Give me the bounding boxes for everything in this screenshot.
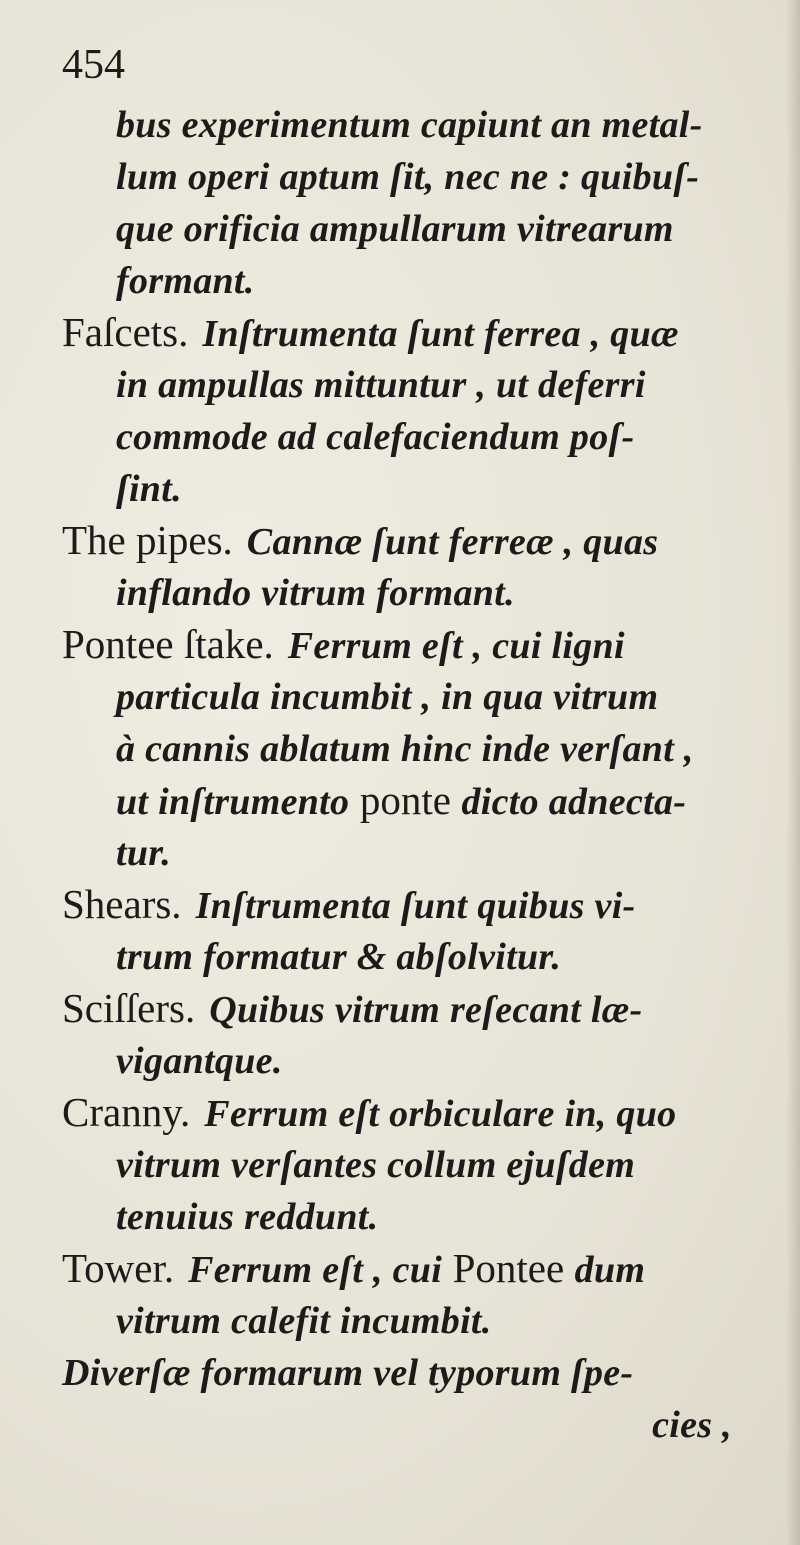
text-line <box>62 670 762 722</box>
text-line <box>62 1190 762 1242</box>
latin-text: formant. <box>116 260 255 302</box>
latin-text: in ampullas mittuntur , ut deferri <box>116 364 646 406</box>
english-term: The pipes. <box>62 517 233 563</box>
latin-text: inflando vitrum formant. <box>116 572 515 614</box>
latin-text: tur. <box>116 832 172 874</box>
latin-text: Ferrum eſt orbiculare in, quo <box>204 1093 677 1135</box>
latin-text: Ferrum eſt , cui ligni <box>287 625 625 667</box>
latin-text: Ferrum eſt , cui <box>188 1249 443 1291</box>
entry-line <box>62 514 762 566</box>
latin-text: que orificia ampullarum vitrearum <box>116 208 674 250</box>
latin-text: Inſtrumenta ſunt quibus vi- <box>195 885 636 927</box>
entry-line <box>62 618 762 670</box>
text-line <box>62 930 762 982</box>
catchword: cies , <box>652 1404 732 1446</box>
latin-text: ſint. <box>116 468 182 510</box>
text-line <box>62 410 762 462</box>
entry-line <box>62 1086 762 1138</box>
text-line <box>62 358 762 410</box>
latin-text: vigantque. <box>116 1040 283 1082</box>
latin-text: dum <box>574 1249 646 1291</box>
latin-text: particula incumbit , in qua vitrum <box>116 676 659 718</box>
text-line <box>62 98 762 150</box>
latin-text: commode ad calefaciendum poſ- <box>116 416 635 458</box>
entry-line <box>62 1242 762 1294</box>
latin-text: à cannis ablatum hinc inde verſant , <box>116 728 694 770</box>
text-line <box>62 774 762 826</box>
text-line <box>62 1034 762 1086</box>
text-line <box>62 254 762 306</box>
text-block <box>62 98 762 1450</box>
text-line <box>62 722 762 774</box>
text-line <box>62 566 762 618</box>
english-term: Tower. <box>62 1245 175 1291</box>
entry-line <box>62 982 762 1034</box>
catchword-line <box>62 1398 762 1450</box>
text-line <box>62 826 762 878</box>
text-line <box>62 202 762 254</box>
latin-text: bus experimentum capiunt an metal- <box>116 104 703 146</box>
text-line <box>62 150 762 202</box>
roman-term: ponte <box>359 777 451 823</box>
latin-text: Quibus vitrum reſecant læ- <box>209 989 643 1031</box>
english-term: Faſcets. <box>62 309 189 355</box>
text-line <box>62 1346 762 1398</box>
english-term: Cranny. <box>62 1089 191 1135</box>
latin-text: ut inſtrumento <box>116 781 350 823</box>
latin-text: vitrum verſantes collum ejuſdem <box>116 1144 636 1186</box>
english-term: Shears. <box>62 881 182 927</box>
text-line <box>62 1138 762 1190</box>
text-line <box>62 1294 762 1346</box>
latin-text: tenuius reddunt. <box>116 1196 379 1238</box>
entry-line <box>62 878 762 930</box>
latin-text: lum operi aptum ſit, nec ne : quibuſ- <box>116 156 700 198</box>
latin-text: Cannæ ſunt ferreæ , quas <box>246 521 659 563</box>
latin-text: dicto adnecta- <box>461 781 687 823</box>
page-edge-shadow <box>786 0 800 1545</box>
latin-text: vitrum calefit incumbit. <box>116 1300 492 1342</box>
roman-term: Pontee <box>452 1245 565 1291</box>
latin-text: Diverſæ formarum vel typorum ſpe- <box>62 1352 634 1394</box>
latin-text: Inſtrumenta ſunt ferrea , quæ <box>202 313 679 355</box>
entry-line <box>62 306 762 358</box>
text-line <box>62 462 762 514</box>
english-term: Sciſſers. <box>62 985 196 1031</box>
page-number: 454 <box>62 42 125 88</box>
english-term: Pontee ſtake. <box>62 621 274 667</box>
latin-text: trum formatur & abſolvitur. <box>116 936 562 978</box>
